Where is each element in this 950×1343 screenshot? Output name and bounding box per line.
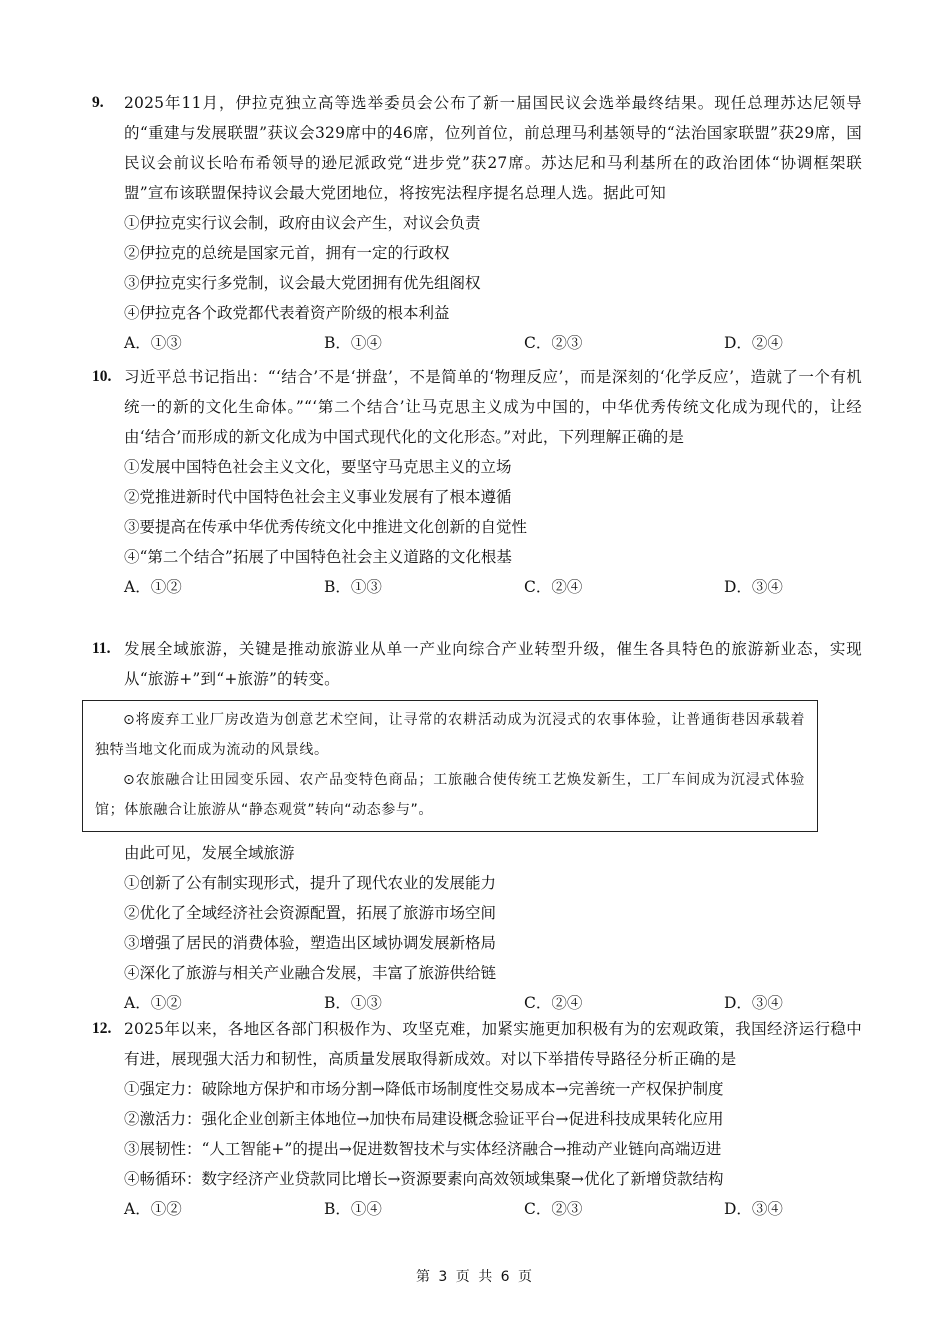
choice-a[interactable]: A．①②	[124, 1200, 182, 1218]
question-stem: 2025年以来，各地区各部门积极作为、攻坚克难，加紧实施更加积极有为的宏观政策，我国经济运行稳中有进，展现强大活力和韧性，高质量发展取得新成效。对以下举措传导路径分析正确的是	[124, 1020, 862, 1068]
choice-b[interactable]: B．①③	[324, 578, 382, 596]
question-number: 10.	[92, 368, 112, 385]
answer-choices	[124, 328, 862, 358]
choice-a[interactable]: A．①②	[124, 994, 182, 1012]
question-stem: 发展全域旅游，关键是推动旅游业从单一产业向综合产业转型升级，催生各具特色的旅游新业态，实现从“旅游+”到“+旅游”的转变。	[124, 640, 862, 688]
answer-choices	[124, 572, 862, 602]
question-10	[92, 362, 862, 602]
statement-4: ④“第二个结合”拓展了中国特色社会主义道路的文化根基	[124, 548, 512, 566]
material-paragraph-1: ⊙将废弃工业厂房改造为创意艺术空间，让寻常的农耕活动成为沉浸式的农事体验，让普通街巷因承载着独特当地文化而成为流动的风景线。	[95, 712, 805, 758]
choice-c[interactable]: C．②④	[524, 578, 583, 596]
question-stem: 2025年11月，伊拉克独立高等选举委员会公布了新一届国民议会选举最终结果。现任总理苏达尼领导的“重建与发展联盟”获议会329席中的46席，位列首位，前总理马利基领导的“法治国家联盟”获29席，国民议会前议长哈布希领导的逊尼派政党“进步党”获27席。苏达尼和马利基所在的政治团体“协调框架联盟”宣布该联盟保持议会最大党团地位，将按宪法程序提名总理人选。据此可知	[124, 94, 862, 202]
question-number: 11.	[92, 640, 111, 657]
material-box	[82, 700, 818, 832]
question-lead: 由此可见，发展全域旅游	[124, 844, 295, 862]
choice-b[interactable]: B．①③	[324, 994, 382, 1012]
question-number: 12.	[92, 1020, 112, 1037]
page-footer: 第 3 页 共 6 页	[415, 1269, 535, 1285]
statement-4: ④伊拉克各个政党都代表着资产阶级的根本利益	[124, 304, 450, 322]
choice-a[interactable]: A．①②	[124, 578, 182, 596]
statement-3: ③要提高在传承中华优秀传统文化中推进文化创新的自觉性	[124, 518, 528, 536]
choice-b[interactable]: B．①④	[324, 1200, 382, 1218]
choice-a[interactable]: A．①③	[124, 334, 182, 352]
question-11	[92, 634, 862, 1018]
statement-1: ①伊拉克实行议会制，政府由议会产生，对议会负责	[124, 214, 481, 232]
statement-1: ①发展中国特色社会主义文化，要坚守马克思主义的立场	[124, 458, 512, 476]
question-9	[92, 88, 862, 358]
choice-c[interactable]: C．②③	[524, 334, 583, 352]
choice-b[interactable]: B．①④	[324, 334, 382, 352]
statement-3: ③展韧性：“人工智能+”的提出→促进数智技术与实体经济融合→推动产业链向高端迈进	[124, 1140, 722, 1158]
statement-2: ②优化了全域经济社会资源配置，拓展了旅游市场空间	[124, 904, 497, 922]
choice-d[interactable]: D．②④	[724, 334, 783, 352]
choice-d[interactable]: D．③④	[724, 1200, 783, 1218]
statement-2: ②激活力：强化企业创新主体地位→加快布局建设概念验证平台→促进科技成果转化应用	[124, 1110, 724, 1128]
statement-2: ②伊拉克的总统是国家元首，拥有一定的行政权	[124, 244, 450, 262]
question-12	[92, 1014, 862, 1224]
statement-1: ①强定力：破除地方保护和市场分割→降低市场制度性交易成本→完善统一产权保护制度	[124, 1080, 724, 1098]
statement-4: ④深化了旅游与相关产业融合发展，丰富了旅游供给链	[124, 964, 497, 982]
question-number: 9.	[92, 94, 104, 111]
statement-2: ②党推进新时代中国特色社会主义事业发展有了根本遵循	[124, 488, 512, 506]
statement-1: ①创新了公有制实现形式，提升了现代农业的发展能力	[124, 874, 497, 892]
statement-4: ④畅循环：数字经济产业贷款同比增长→资源要素向高效领域集聚→优化了新增贷款结构	[124, 1170, 724, 1188]
choice-c[interactable]: C．②③	[524, 1200, 583, 1218]
choice-c[interactable]: C．②④	[524, 994, 583, 1012]
statement-3: ③增强了居民的消费体验，塑造出区域协调发展新格局	[124, 934, 497, 952]
answer-choices	[124, 1194, 862, 1224]
question-stem: 习近平总书记指出：“‘结合’不是‘拼盘’，不是简单的‘物理反应’，而是深刻的‘化学反应’，造就了一个有机统一的新的文化生命体。”“‘第二个结合’让马克思主义成为中国的，中华优秀传统文化成为现代的，让经由‘结合’而形成的新文化成为中国式现代化的文化形态。”对此，下列理解正确的是	[124, 368, 862, 446]
choice-d[interactable]: D．③④	[724, 578, 783, 596]
material-paragraph-2: ⊙农旅融合让田园变乐园、农产品变特色商品；工旅融合使传统工艺焕发新生，工厂车间成为沉浸式体验馆；体旅融合让旅游从“静态观赏”转向“动态参与”。	[95, 772, 805, 818]
choice-d[interactable]: D．③④	[724, 994, 783, 1012]
statement-3: ③伊拉克实行多党制，议会最大党团拥有优先组阁权	[124, 274, 481, 292]
